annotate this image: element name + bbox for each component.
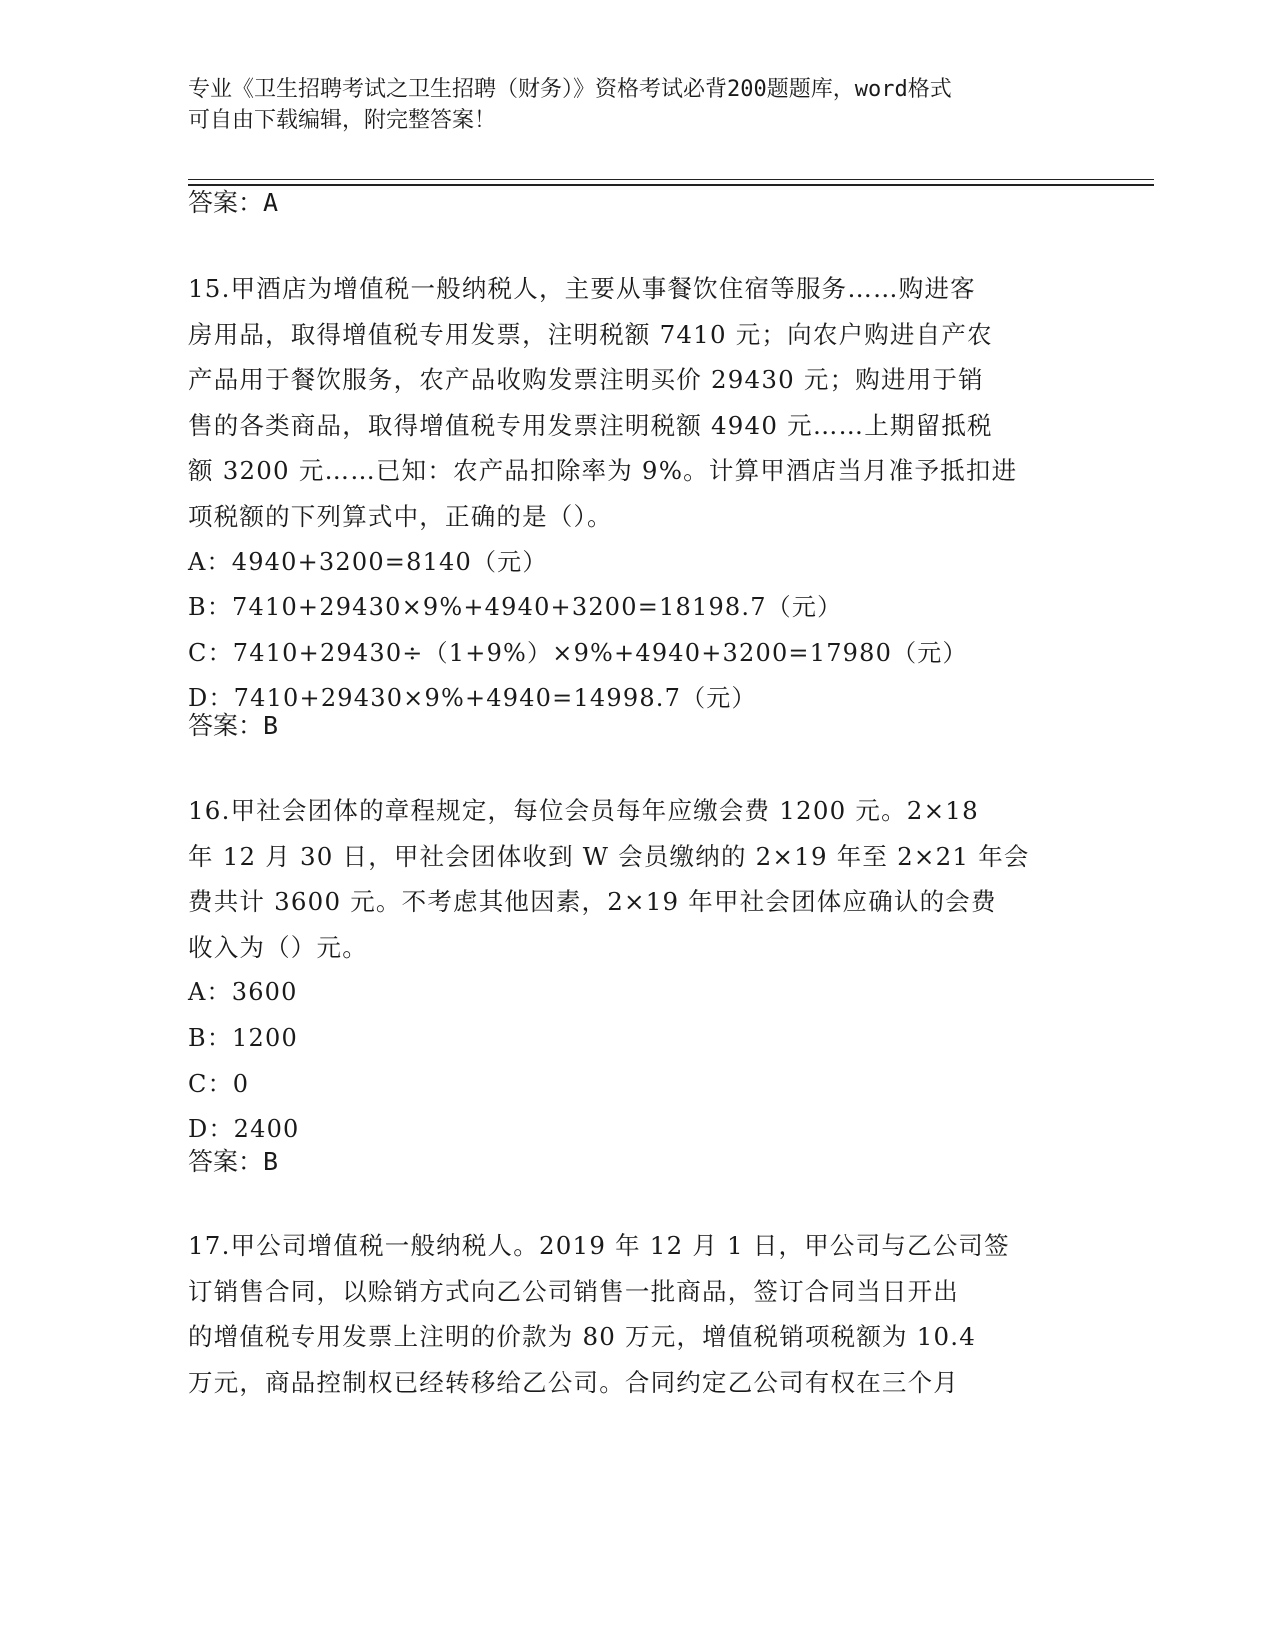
question-15-line: 售的各类商品，取得增值税专用发票注明税额 4940 元……上期留抵税 xyxy=(188,410,993,440)
question-16-option-d: D：2400 xyxy=(188,1115,300,1144)
answer-previous: 答案：A xyxy=(188,188,279,217)
question-15-option-b: B：7410+29430×9%+4940+3200=18198.7（元） xyxy=(188,593,843,622)
question-16-line: 收入为（）元。 xyxy=(188,932,368,962)
question-15-option-c: C：7410+29430÷（1+9%）×9%+4940+3200=17980（元） xyxy=(188,638,968,667)
question-15-answer: 答案：B xyxy=(188,711,279,740)
question-15 xyxy=(188,266,1088,722)
question-15-line: 产品用于餐饮服务，农产品收购发票注明买价 29430 元；购进用于销 xyxy=(188,365,984,395)
question-16-option-c: C：0 xyxy=(188,1069,250,1098)
question-16-option-a: A：3600 xyxy=(188,978,298,1007)
question-15-line: 房用品，取得增值税专用发票，注明税额 7410 元；向农户购进自产农 xyxy=(188,319,993,349)
question-17-line: 万元，商品控制权已经转移给乙公司。合同约定乙公司有权在三个月 xyxy=(188,1367,959,1397)
header-divider-thin xyxy=(188,179,1154,180)
question-16-line: 费共计 3600 元。不考虑其他因素，2×19 年甲社会团体应确认的会费 xyxy=(188,887,997,917)
question-16-line: 16.甲社会团体的章程规定，每位会员每年应缴会费 1200 元。2×18 xyxy=(188,796,979,825)
header-divider-thick xyxy=(188,184,1154,186)
header-line-2: 可自由下载编辑，附完整答案！ xyxy=(188,108,497,133)
header-line-1: 专业《卫生招聘考试之卫生招聘（财务）》资格考试必背200题题库，word格式 xyxy=(188,77,952,102)
question-15-option-d: D：7410+29430×9%+4940=14998.7（元） xyxy=(188,684,757,713)
question-15-line: 项税额的下列算式中，正确的是（）。 xyxy=(188,501,613,531)
question-15-line: 额 3200 元……已知：农产品扣除率为 9%。计算甲酒店当月准予抵扣进 xyxy=(188,456,1018,486)
question-17-line: 的增值税专用发票上注明的价款为 80 万元，增值税销项税额为 10.4 xyxy=(188,1322,977,1352)
question-17-line: 订销售合同，以赊销方式向乙公司销售一批商品，签订合同当日开出 xyxy=(188,1276,959,1306)
question-15-line: 15.甲酒店为增值税一般纳税人，主要从事餐饮住宿等服务……购进客 xyxy=(188,274,976,303)
question-15-option-a: A：4940+3200=8140（元） xyxy=(188,547,548,576)
question-16-line: 年 12 月 30 日，甲社会团体收到 W 会员缴纳的 2×19 年至 2×21 年会 xyxy=(188,841,1030,871)
question-16 xyxy=(188,788,1088,1153)
question-17 xyxy=(188,1223,1088,1405)
document-header xyxy=(188,74,1088,136)
question-17-line: 17.甲公司增值税一般纳税人。2019 年 12 月 1 日，甲公司与乙公司签 xyxy=(188,1231,1010,1260)
question-16-answer: 答案：B xyxy=(188,1147,279,1176)
question-16-option-b: B：1200 xyxy=(188,1023,298,1052)
